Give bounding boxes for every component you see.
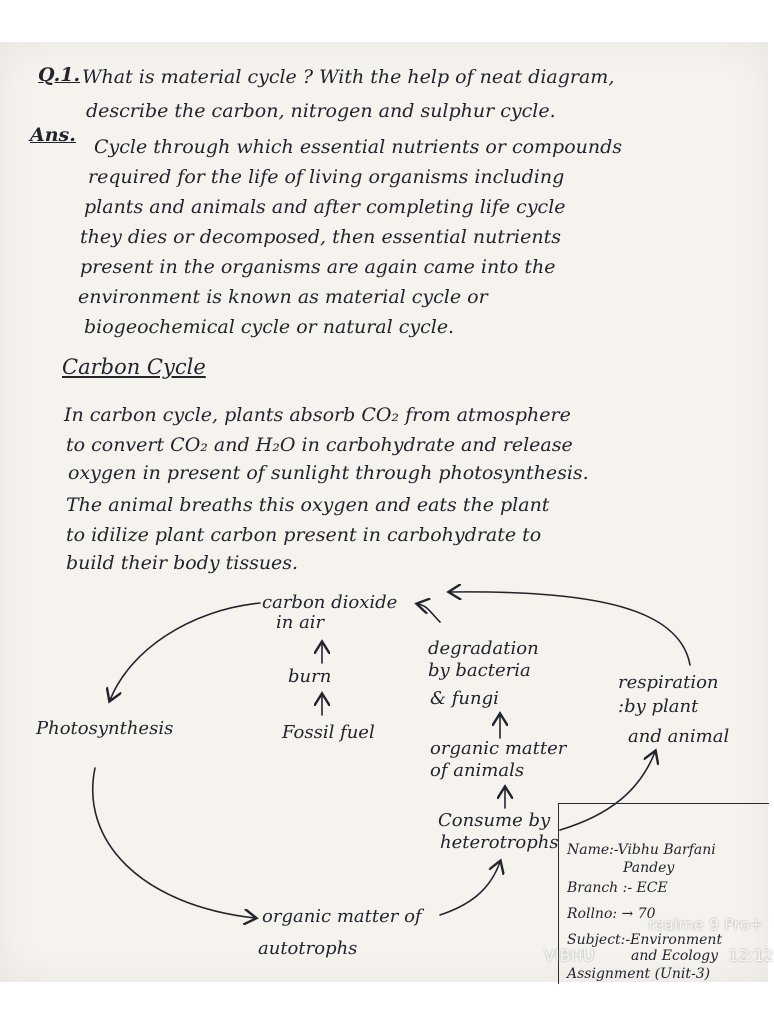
arrow-autotrophs-to-heterotrophs — [440, 862, 500, 915]
degradation-label-1: degradation — [428, 638, 539, 659]
organic-animals-label-2: of animals — [430, 760, 525, 781]
question-label: Q.1. — [38, 64, 81, 86]
respiration-label-1: respiration — [618, 672, 719, 693]
carbon-cycle-heading: Carbon Cycle — [62, 355, 206, 379]
carbon-line-2: to convert CO₂ and H₂O in carbohydrate and release — [66, 434, 573, 456]
arrow-degradation-to-co2 — [418, 604, 440, 622]
question-line-2: describe the carbon, nitrogen and sulphur cycle. — [86, 100, 556, 122]
student-assignment: Assignment (Unit-3) — [567, 966, 711, 982]
answer-line-3: plants and animals and after completing life cycle — [84, 196, 566, 218]
co2-label-2: in air — [276, 612, 325, 633]
autotrophs-label-2: autotrophs — [258, 938, 358, 959]
autotrophs-label-1: organic matter of — [262, 906, 422, 927]
carbon-line-4: The animal breaths this oxygen and eats the plant — [66, 494, 550, 516]
student-subject-2: and Ecology — [631, 948, 719, 964]
answer-line-1: Cycle through which essential nutrients or compounds — [94, 136, 623, 158]
burn-label: burn — [288, 666, 332, 687]
answer-label: Ans. — [30, 124, 76, 146]
carbon-line-5: to idilize plant carbon present in carbohydrate to — [66, 524, 542, 546]
degradation-label-3: & fungi — [430, 688, 499, 709]
student-branch: Branch :- ECE — [567, 880, 668, 896]
student-subject: Subject:-Environment — [567, 932, 723, 948]
fossil-fuel-label: Fossil fuel — [282, 722, 375, 743]
student-name: Name:-Vibhu Barfani — [567, 842, 716, 858]
degradation-label-2: by bacteria — [428, 660, 531, 681]
student-rollno: Rollno: → 70 — [567, 906, 656, 922]
answer-line-6: environment is known as material cycle or — [78, 286, 488, 308]
camera-watermark-time: 12:12 — [728, 946, 774, 965]
answer-line-4: they dies or decomposed, then essential nutrients — [80, 226, 561, 248]
co2-label-1: carbon dioxide — [262, 592, 398, 613]
respiration-label-2: :by plant — [618, 696, 699, 717]
arrow-photosynthesis-to-autotrophs — [93, 768, 255, 918]
student-name-2: Pandey — [623, 860, 675, 876]
consume-label-2: heterotrophs — [440, 832, 559, 853]
consume-label-1: Consume by — [438, 810, 551, 831]
organic-animals-label-1: organic matter — [430, 738, 567, 759]
camera-watermark-name: VIBHU — [544, 946, 595, 965]
question-line-1: What is material cycle ? With the help of neat diagram, — [82, 66, 615, 88]
answer-line-7: biogeochemical cycle or natural cycle. — [84, 316, 455, 338]
carbon-line-3: oxygen in present of sunlight through photosynthesis. — [68, 462, 589, 484]
arrow-co2-to-photosynthesis — [110, 603, 260, 700]
photosynthesis-label: Photosynthesis — [36, 718, 174, 739]
camera-watermark-model: realme 9 Pro+ — [648, 915, 763, 934]
carbon-line-6: build their body tissues. — [66, 552, 299, 574]
carbon-line-1: In carbon cycle, plants absorb CO₂ from atmosphere — [64, 404, 571, 426]
answer-line-2: required for the life of living organisms including — [88, 166, 565, 188]
answer-line-5: present in the organisms are again came into the — [80, 256, 556, 278]
respiration-label-3: and animal — [628, 726, 730, 747]
